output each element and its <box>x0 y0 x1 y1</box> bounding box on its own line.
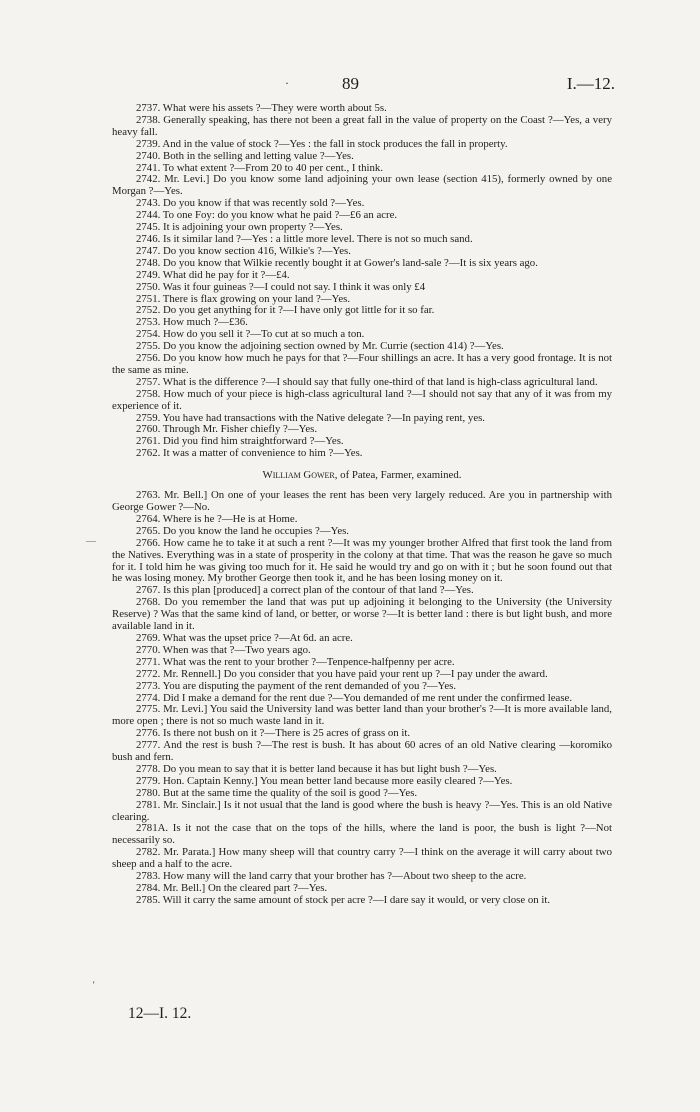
page-number: 89 <box>342 74 359 93</box>
margin-mark: — <box>86 536 96 547</box>
evidence-entry: 2783. How many will the land carry that your brother has ?—About two sheep to the acre. <box>136 870 527 883</box>
evidence-entry: 2764. Where is he ?—He is at Home. <box>136 512 298 525</box>
evidence-entry: 2760. Through Mr. Fisher chiefly ?—Yes. <box>136 423 318 436</box>
evidence-entry: 2781. Mr. Sinclair.] Is it not usual that the land is good where the bush is heavy ?—Yes. This is an old Native clearing. <box>112 798 612 823</box>
margin-mark: ‘ <box>92 980 96 991</box>
evidence-entry: 2772. Mr. Rennell.] Do you consider that you have paid your rent up ?—I pay under the award. <box>136 667 548 680</box>
evidence-entries-part-1 <box>112 103 612 460</box>
evidence-entry: 2779. Hon. Captain Kenny.] You mean better land because more easily cleared ?—Yes. <box>136 774 513 787</box>
evidence-entry: 2785. Will it carry the same amount of stock per acre ?—I dare say it would, or very close on it. <box>136 893 551 906</box>
paper-reference: I.—12. <box>566 74 615 93</box>
evidence-entry: 2749. What did he pay for it ?—£4. <box>136 268 290 281</box>
evidence-entry: 2773. You are disputing the payment of the rent demanded of you ?—Yes. <box>136 679 457 692</box>
evidence-entry: 2769. What was the upset price ?—At 6d. an acre. <box>136 631 353 644</box>
page-header <box>110 74 615 96</box>
evidence-entry: 2778. Do you mean to say that it is better land because it has but light bush ?—Yes. <box>136 762 497 775</box>
evidence-entry: 2776. Is there not bush on it ?—There is 25 acres of grass on it. <box>136 727 411 740</box>
evidence-entry: 2754. How do you sell it ?—To cut at so much a ton. <box>136 328 365 341</box>
evidence-entry: 2740. Both in the selling and letting value ?—Yes. <box>136 149 354 162</box>
evidence-entry: 2774. Did I make a demand for the rent due ?—You demanded of me rent under the confirmed lease. <box>136 691 573 704</box>
evidence-entry: 2748. Do you know that Wilkie recently bought it at Gower's land-sale ?—It is six years ago. <box>136 256 538 269</box>
evidence-entry: 2784. Mr. Bell.] On the cleared part ?—Yes. <box>136 882 328 894</box>
evidence-entry: 2739. And in the value of stock ?—Yes : the fall in stock produces the fall in property. <box>136 137 508 150</box>
evidence-entry: 2766. How came he to take it at such a rent ?—It was my younger brother Alfred that first took the land from the Natives. Everything was in a state of prosperity in the colony at that time. That was the reason he gave so much for it. I told him he was giving too much for it. He said he would try and go on with it ; but he soon found out that he was losing money. My brother George then took it, and he has been losing money on it. <box>112 536 612 585</box>
evidence-entry: 2743. Do you know if that was recently sold ?—Yes. <box>136 197 365 210</box>
evidence-body <box>112 103 612 907</box>
evidence-entries-part-2 <box>112 490 612 907</box>
evidence-entry: 2759. You have had transactions with the Native delegate ?—In paying rent, yes. <box>136 411 486 424</box>
header-dot: · <box>285 76 289 90</box>
evidence-entry: 2780. But at the same time the quality of the soil is good ?—Yes. <box>136 786 418 799</box>
evidence-entry: 2762. It was a matter of convenience to him ?—Yes. <box>136 447 363 460</box>
witness-name: William Gower <box>262 469 335 482</box>
evidence-entry: 2777. And the rest is bush ?—The rest is bush. It has about 60 acres of an old Native clearing —koromiko bush and fern. <box>112 739 612 764</box>
evidence-entry: 2756. Do you know how much he pays for that ?—Four shillings an acre. It has a very good frontage. It is not the same as mine. <box>112 352 612 376</box>
evidence-entry: 2755. Do you know the adjoining section owned by Mr. Currie (section 414) ?—Yes. <box>136 340 504 353</box>
evidence-entry: 2744. To one Foy: do you know what he paid ?—£6 an acre. <box>136 209 398 222</box>
evidence-entry: 2747. Do you know section 416, Wilkie's ?—Yes. <box>136 244 351 257</box>
evidence-entry: 2767. Is this plan [produced] a correct plan of the contour of that land ?—Yes. <box>136 584 474 597</box>
evidence-entry: 2761. Did you find him straightforward ?—Yes. <box>136 435 344 448</box>
evidence-entry: 2765. Do you know the land he occupies ?—Yes. <box>136 524 350 537</box>
evidence-entry: 2742. Mr. Levi.] Do you know some land adjoining your own lease (section 415), formerly owned by one Morgan ?—Yes. <box>112 173 612 198</box>
evidence-entry: 2738. Generally speaking, has there not been a great fall in the value of property on the Coast ?—Yes, a very heavy fall. <box>112 113 612 138</box>
evidence-entry: 2745. It is adjoining your own property ?—Yes. <box>136 221 343 234</box>
evidence-entry: 2781A. Is it not the case that on the tops of the hills, where the land is poor, the bush is light ?—Not necessarily so. <box>112 822 612 847</box>
evidence-entry: 2746. Is it similar land ?—Yes : a little more level. There is not so much sand. <box>136 232 473 245</box>
evidence-entry: 2741. To what extent ?—From 20 to 40 per cent., I think. <box>136 161 384 174</box>
evidence-entry: 2751. There is flax growing on your land ?—Yes. <box>136 292 351 305</box>
witness-heading <box>112 470 612 482</box>
evidence-entry: 2768. Do you remember the land that was put up adjoining it belonging to the University (the University Reserve) ? Was that the same kind of land, or better, or worse ?—It is better land : there is but light bush, and more available land in it. <box>112 596 612 633</box>
page-footer: 12—I. 12. <box>128 1005 192 1022</box>
evidence-entry: 2758. How much of your piece is high-class agricultural land ?—I should not say that any of it was from my experience of it. <box>112 387 612 412</box>
evidence-entry: 2737. What were his assets ?—They were worth about 5s. <box>136 102 387 114</box>
evidence-entry: 2771. What was the rent to your brother ?—Tenpence-halfpenny per acre. <box>136 655 455 668</box>
evidence-entry: 2753. How much ?—£36. <box>136 316 248 329</box>
evidence-entry: 2757. What is the difference ?—I should say that fully one-third of that land is high-class agricultural land. <box>136 375 598 388</box>
evidence-entry: 2763. Mr. Bell.] On one of your leases the rent has been very largely reduced. Are you in partnership with George Gower ?—No. <box>112 489 612 513</box>
evidence-entry: 2782. Mr. Parata.] How many sheep will that country carry ?—I think on the average it will carry about two sheep and a half to the acre. <box>112 846 612 871</box>
evidence-entry: 2752. Do you get anything for it ?—I have only got little for it so far. <box>136 304 435 317</box>
evidence-entry: 2770. When was that ?—Two years ago. <box>136 643 311 656</box>
evidence-entry: 2750. Was it four guineas ?—I could not say. I think it was only £4 <box>136 280 426 293</box>
evidence-entry: 2775. Mr. Levi.] You said the University land was better land than your brother's ?—It is more available land, more open ; there is not so much waste land in it. <box>112 703 612 728</box>
witness-description: , of Patea, Farmer, examined. <box>334 469 462 482</box>
